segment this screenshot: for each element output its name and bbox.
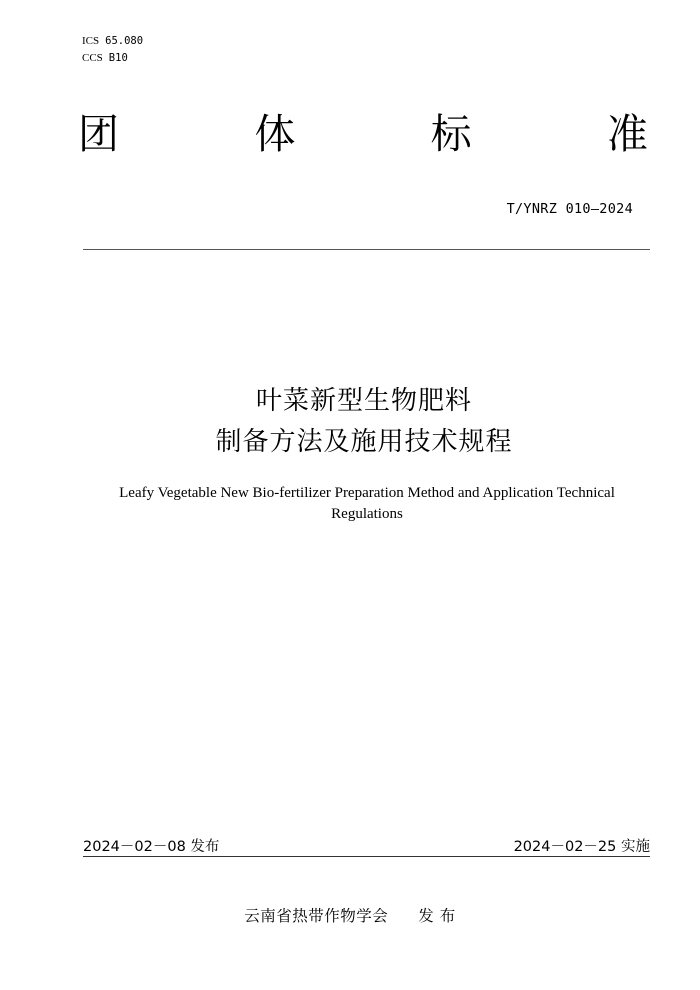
ccs-label: CCS: [82, 52, 103, 64]
top-divider: [83, 249, 650, 250]
heading-char-2: 体: [254, 110, 296, 158]
ccs-row: [82, 50, 143, 67]
heading-char-3: 标: [430, 110, 472, 158]
classification-codes: [82, 33, 143, 67]
standard-number: T/YNRZ 010—2024: [506, 201, 633, 217]
heading-char-1: 团: [78, 110, 119, 158]
ics-value: 65.080: [105, 35, 144, 47]
english-title: [70, 483, 664, 525]
heading-char-4: 准: [606, 110, 648, 158]
issue-date: 2024－02－08 发布: [83, 839, 220, 855]
ics-row: [82, 33, 143, 50]
implementation-date: 2024－02－25 实施: [513, 839, 650, 855]
chinese-title-line-2: 制备方法及施用技术规程: [215, 427, 513, 457]
bottom-divider: [83, 856, 650, 857]
chinese-title: [0, 381, 700, 463]
english-title-line-1: Leafy Vegetable New Bio-fertilizer Preparation Method and Application Technical: [119, 485, 615, 501]
ics-label: ICS: [82, 35, 100, 47]
ccs-value: B10: [108, 52, 128, 64]
group-standard-heading: [78, 108, 648, 160]
publish-action: 发 布: [418, 907, 456, 925]
chinese-title-line-1: 叶菜新型生物肥料: [255, 386, 472, 416]
english-title-line-2: Regulations: [331, 506, 403, 522]
publisher-line: [0, 904, 700, 926]
publisher-name: 云南省热带作物学会: [244, 907, 389, 925]
